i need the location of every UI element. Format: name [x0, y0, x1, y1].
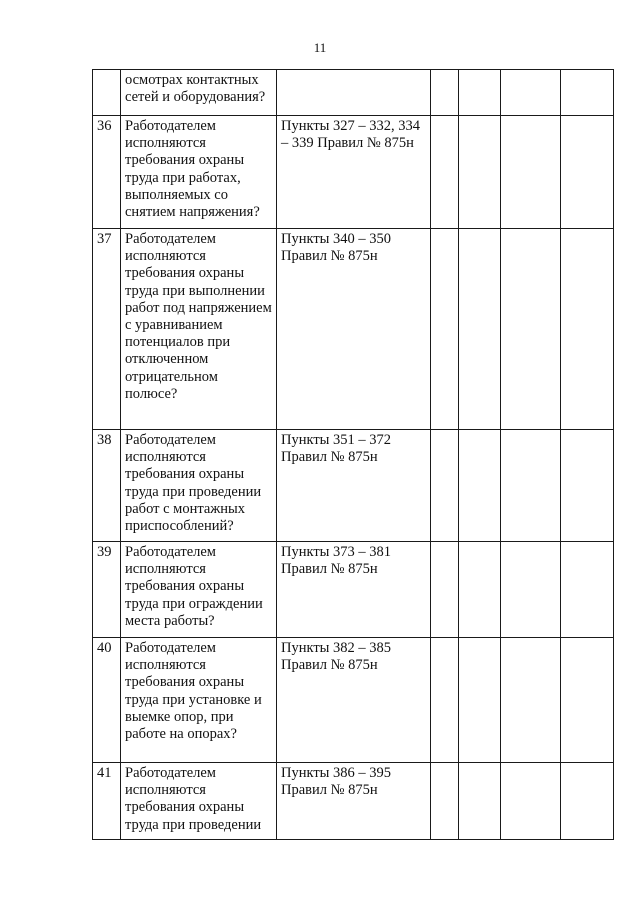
table-row — [93, 229, 614, 430]
answer-cell-no[interactable] — [459, 70, 501, 116]
page-number: 11 — [313, 40, 327, 55]
legal-reference: Пункты 382 – 385 Правил № 875н — [277, 638, 431, 763]
answer-cell-no[interactable] — [459, 542, 501, 638]
notes-cell[interactable] — [561, 70, 614, 116]
legal-reference: Пункты 386 – 395 Правил № 875н — [277, 763, 431, 840]
table-row — [93, 638, 614, 763]
answer-cell-not-applicable[interactable] — [501, 430, 561, 542]
answer-cell-yes[interactable] — [431, 229, 459, 430]
answer-cell-yes[interactable] — [431, 70, 459, 116]
answer-cell-yes[interactable] — [431, 638, 459, 763]
requirement-question: Работодателем исполняются требования охраны труда при проведении работ с монтажных приспособлений? — [121, 430, 277, 542]
row-number: 39 — [93, 542, 121, 638]
legal-reference: Пункты 327 – 332, 334 – 339 Правил № 875н — [277, 116, 431, 229]
row-number — [93, 70, 121, 116]
row-number: 36 — [93, 116, 121, 229]
requirement-question: Работодателем исполняются требования охраны труда при установке и выемке опор, при работе на опорах? — [121, 638, 277, 763]
requirement-question: Работодателем исполняются требования охраны труда при проведении — [121, 763, 277, 840]
answer-cell-not-applicable[interactable] — [501, 70, 561, 116]
answer-cell-no[interactable] — [459, 229, 501, 430]
notes-cell[interactable] — [561, 763, 614, 840]
legal-reference: Пункты 340 – 350 Правил № 875н — [277, 229, 431, 430]
table-row — [93, 430, 614, 542]
row-number: 38 — [93, 430, 121, 542]
answer-cell-no[interactable] — [459, 763, 501, 840]
answer-cell-yes[interactable] — [431, 542, 459, 638]
notes-cell[interactable] — [561, 229, 614, 430]
notes-cell[interactable] — [561, 116, 614, 229]
legal-reference: Пункты 373 – 381 Правил № 875н — [277, 542, 431, 638]
answer-cell-yes[interactable] — [431, 116, 459, 229]
table-row — [93, 70, 614, 116]
answer-cell-not-applicable[interactable] — [501, 763, 561, 840]
answer-cell-not-applicable[interactable] — [501, 229, 561, 430]
notes-cell[interactable] — [561, 638, 614, 763]
answer-cell-no[interactable] — [459, 116, 501, 229]
answer-cell-not-applicable[interactable] — [501, 638, 561, 763]
answer-cell-yes[interactable] — [431, 763, 459, 840]
requirement-question: осмотрах контактных сетей и оборудования? — [121, 70, 277, 116]
answer-cell-no[interactable] — [459, 430, 501, 542]
legal-reference — [277, 70, 431, 116]
notes-cell[interactable] — [561, 542, 614, 638]
answer-cell-no[interactable] — [459, 638, 501, 763]
answer-cell-not-applicable[interactable] — [501, 116, 561, 229]
requirement-question: Работодателем исполняются требования охраны труда при ограждении места работы? — [121, 542, 277, 638]
requirement-question: Работодателем исполняются требования охраны труда при выполнении работ под напряжением с уравниванием потенциалов при отключенном отрицательном полюсе? — [121, 229, 277, 430]
answer-cell-yes[interactable] — [431, 430, 459, 542]
answer-cell-not-applicable[interactable] — [501, 542, 561, 638]
table-row — [93, 116, 614, 229]
row-number: 40 — [93, 638, 121, 763]
notes-cell[interactable] — [561, 430, 614, 542]
row-number: 41 — [93, 763, 121, 840]
legal-reference: Пункты 351 – 372 Правил № 875н — [277, 430, 431, 542]
table-row — [93, 542, 614, 638]
table-row — [93, 763, 614, 840]
row-number: 37 — [93, 229, 121, 430]
requirement-question: Работодателем исполняются требования охраны труда при работах, выполняемых со снятием напряжения? — [121, 116, 277, 229]
checklist-table — [92, 69, 614, 840]
